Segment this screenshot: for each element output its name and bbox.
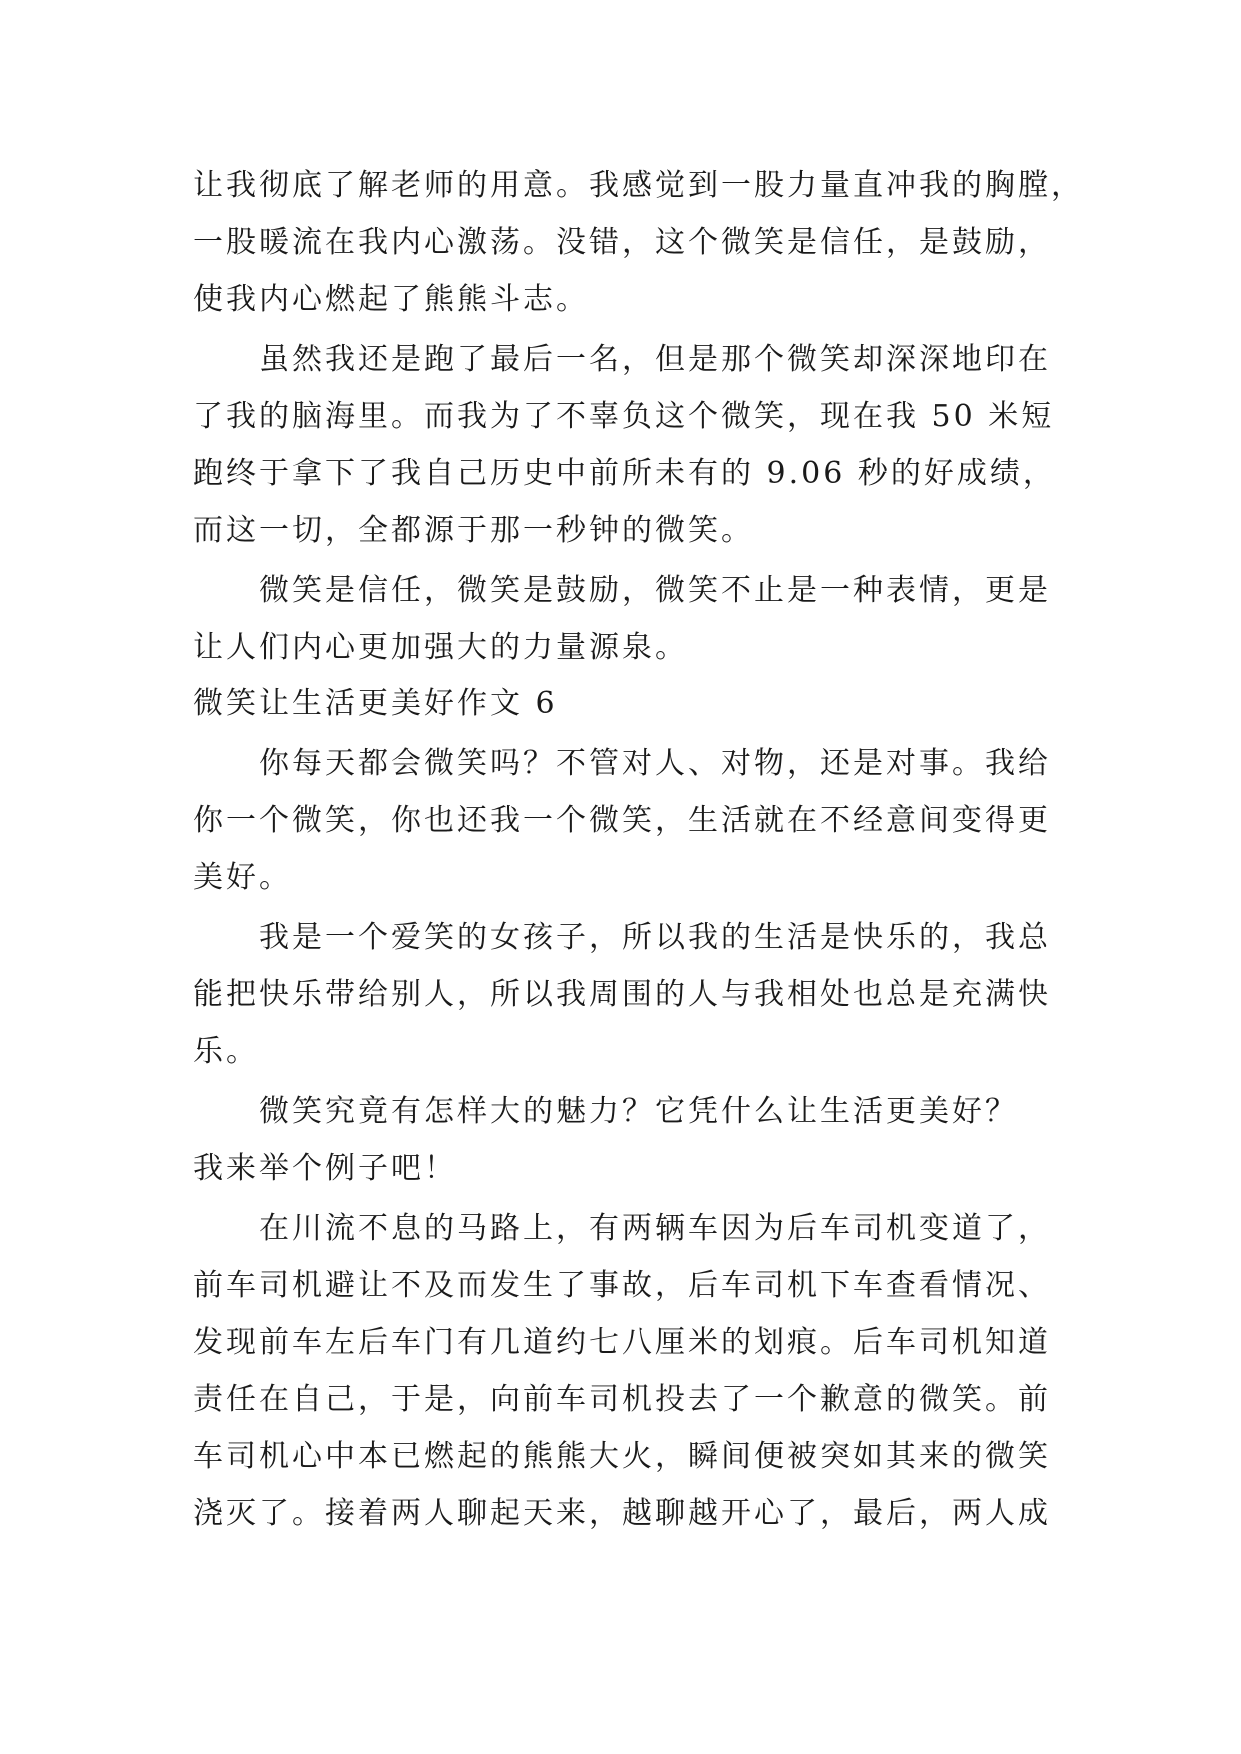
text-line: 浇灭了。接着两人聊起天来，越聊越开心了，最后，两人成: [193, 1496, 1051, 1531]
paragraph-first-line: 在川流不息的马路上，有两辆车因为后车司机变道了，: [259, 1211, 1051, 1246]
paragraph-first-line: 你每天都会微笑吗？不管对人、对物，还是对事。我给: [259, 746, 1051, 781]
text-line: 前车司机避让不及而发生了事故，后车司机下车查看情况、: [193, 1268, 1051, 1303]
paragraph-first-line: 微笑是信任，微笑是鼓励，微笑不止是一种表情，更是: [259, 573, 1051, 608]
text-line: 我来举个例子吧！: [193, 1151, 457, 1186]
text-line: 而这一切，全都源于那一秒钟的微笑。: [193, 513, 754, 548]
text-line: 美好。: [193, 860, 292, 895]
text-line: 一股暖流在我内心激荡。没错，这个微笑是信任，是鼓励，: [193, 225, 1051, 260]
text-line: 你一个微笑，你也还我一个微笑，生活就在不经意间变得更: [193, 803, 1051, 838]
text-line: 发现前车左后车门有几道约七八厘米的划痕。后车司机知道: [193, 1325, 1051, 1360]
text-line: 车司机心中本已燃起的熊熊大火，瞬间便被突如其来的微笑: [193, 1439, 1051, 1474]
text-line: 让我彻底了解老师的用意。我感觉到一股力量直冲我的胸膛，: [193, 168, 1084, 203]
paragraph-first-line: 我是一个爱笑的女孩子，所以我的生活是快乐的，我总: [259, 920, 1051, 955]
text-line: 使我内心燃起了熊熊斗志。: [193, 282, 589, 317]
text-line: 乐。: [193, 1034, 259, 1069]
text-line: 责任在自己，于是，向前车司机投去了一个歉意的微笑。前: [193, 1382, 1051, 1417]
text-line: 跑终于拿下了我自己历史中前所未有的 9.06 秒的好成绩，: [193, 456, 1056, 491]
text-line: 了我的脑海里。而我为了不辜负这个微笑，现在我 50 米短: [193, 399, 1055, 434]
text-line: 能把快乐带给别人，所以我周围的人与我相处也总是充满快: [193, 977, 1051, 1012]
section-heading: 微笑让生活更美好作文 6: [193, 686, 558, 721]
text-line: 让人们内心更加强大的力量源泉。: [193, 630, 688, 665]
paragraph-first-line: 虽然我还是跑了最后一名，但是那个微笑却深深地印在: [259, 342, 1051, 377]
paragraph-first-line: 微笑究竟有怎样大的魅力？它凭什么让生活更美好？: [259, 1094, 1018, 1129]
